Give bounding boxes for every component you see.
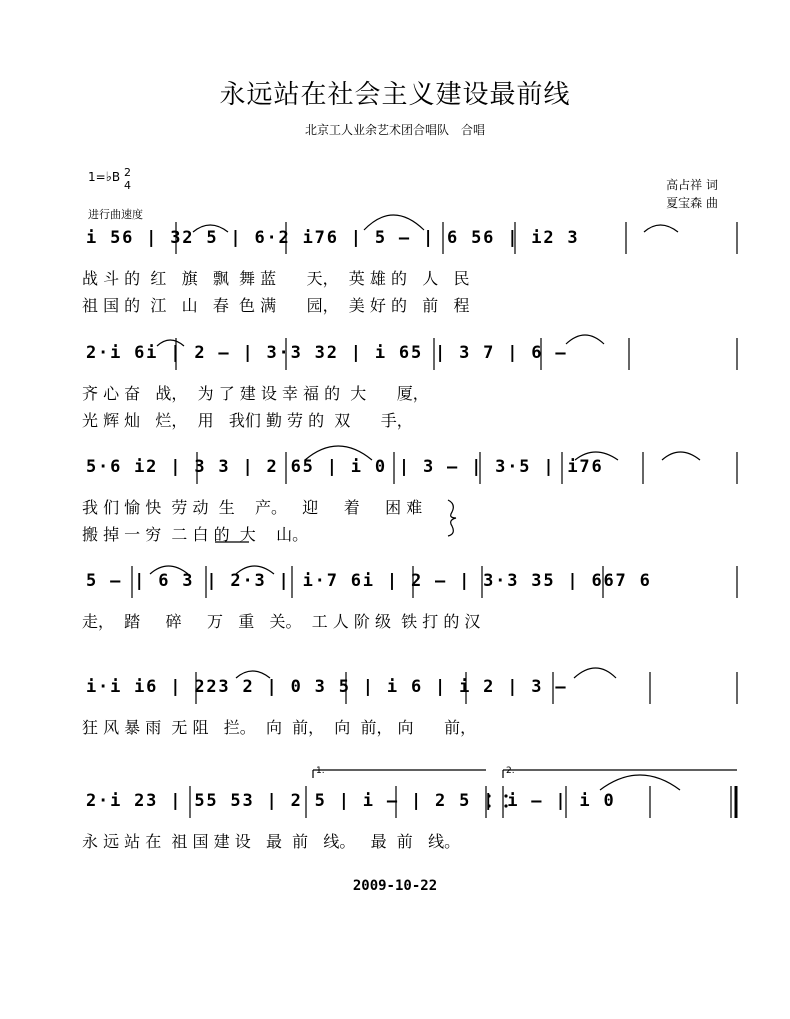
key-prefix: 1=: [88, 170, 106, 184]
notes-system-1: i 56 | 32 5 | 6·2 i76 | 5 – | 6 56 | i2 3: [86, 228, 580, 248]
lyrics-system-2-verse-1: 齐 心 奋 战， 为 了 建 设 幸 福 的 大 厦，: [82, 384, 429, 403]
notes-system-4: 5 – | 6 3 | 2·3 | i·7 6i | 2 – | 3·3 35 | 667 6: [86, 571, 652, 591]
volta-2-label: 2.: [506, 766, 515, 776]
lyrics-system-1-verse-1: 战 斗 的 红 旗 飘 舞 蓝 天， 英 雄 的 人 民: [82, 269, 470, 288]
composer-credit: 夏宝森 曲: [666, 196, 718, 210]
notes-system-6: 2·i 23 | 55 53 | 2 5 | i – | 2 5 | i – | i 0: [86, 791, 616, 811]
volta-1-label: 1.: [316, 766, 325, 776]
lyrics-system-3-verse-2: 搬 掉 一 穷 二 白 的 大 山。: [82, 525, 309, 544]
lyrics-system-4-verse-1: 走， 踏 碎 万 重 关。 工 人 阶 级 铁 打 的 汉: [82, 612, 481, 631]
time-signature-bottom: 4: [124, 179, 131, 192]
lyrics-system-3-verse-1: 我 们 愉 快 劳 动 生 产。 迎 着 困 难: [82, 498, 423, 517]
page-title: 永远站在社会主义建设最前线: [219, 80, 571, 110]
notes-system-3: 5·6 i2 | 3 3 | 2 65 | i 0 | 3 – | 3·5 | i76: [86, 457, 604, 477]
lyrics-system-2-verse-2: 光 辉 灿 烂， 用 我们 勤 劳 的 双 手，: [82, 411, 413, 430]
lyrics-system-6-verse-1: 永 远 站 在 祖 国 建 设 最 前 线。 最 前 线。: [82, 832, 461, 851]
key-note: B: [111, 170, 121, 184]
flat-sign: ♭: [105, 170, 112, 185]
notes-system-2: 2·i 6i | 2 – | 3·3 32 | i 65 | 3 7 | 6 –: [86, 343, 568, 363]
performer-credit: 北京工人业余艺术团合唱队 合唱: [304, 123, 485, 137]
time-signature-top: 2: [124, 166, 131, 179]
notes-system-5: i·i i6 | 223 2 | 0 3 5 | i 6 | i 2 | 3 –: [86, 677, 568, 697]
lyricist-credit: 高占祥 词: [666, 178, 718, 192]
tempo-marking: 进行曲速度: [88, 208, 143, 221]
date-stamp: 2009-10-22: [352, 878, 438, 894]
lyrics-system-5-verse-1: 狂 风 暴 雨 无 阻 拦。 向 前， 向 前， 向 前，: [82, 718, 477, 737]
lyrics-system-1-verse-2: 祖 国 的 江 山 春 色 满 园， 美 好 的 前 程: [82, 296, 470, 315]
